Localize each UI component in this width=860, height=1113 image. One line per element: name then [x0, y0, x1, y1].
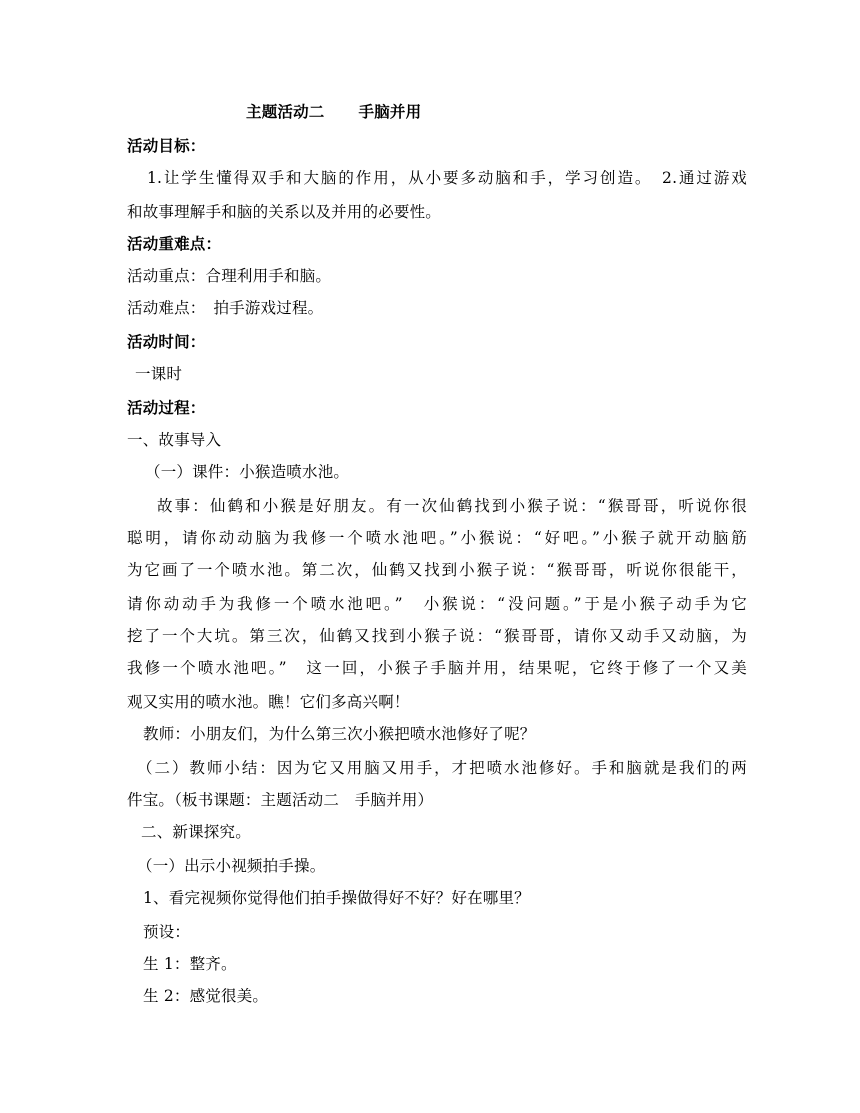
subsection-1: （一）课件：小猴造喷水池。: [145, 463, 350, 481]
key-difficulty-heading: 活动重难点：: [127, 235, 222, 253]
goal-heading: 活动目标：: [127, 137, 206, 155]
teacher-question: 教师：小朋友们，为什么第三次小猴把喷水池修好了呢？: [143, 725, 536, 743]
section-2-heading: 二、新课探究。: [141, 823, 251, 841]
story-line-4: 请你动动手为我修一个喷水池吧。” 小猴说：“没问题。”于是小猴子动手为它: [127, 595, 747, 613]
story-line-2: 聪明，请你动动脑为我修一个喷水池吧。”小猴说：“好吧。”小猴子就开动脑筋: [127, 529, 747, 547]
student-answer-1: 生 1：整齐。: [143, 955, 237, 973]
preset-label: 预设：: [143, 923, 191, 941]
story-line-3: 为它画了一个喷水池。第二次，仙鹤又找到小猴子说：“猴哥哥，听说你很能干，: [127, 561, 747, 579]
section-1-heading: 一、故事导入: [127, 431, 222, 449]
goal-line-2: 和故事理解手和脑的关系以及并用的必要性。: [127, 203, 442, 221]
story-line-5: 挖了一个大坑。第三次，仙鹤又找到小猴子说：“猴哥哥，请你又动手又动脑，为: [127, 627, 747, 645]
process-heading: 活动过程：: [127, 399, 206, 417]
time-heading: 活动时间：: [127, 333, 206, 351]
time-value: 一课时: [135, 365, 183, 383]
summary-line-1: （二）教师小结：因为它又用脑又用手，才把喷水池修好。手和脑就是我们的两: [137, 759, 747, 777]
goal-line-1: 1.让学生懂得双手和大脑的作用，从小要多动脑和手，学习创造。 2.通过游戏: [147, 169, 747, 187]
story-line-1: 故事：仙鹤和小猴是好朋友。有一次仙鹤找到小猴子说：“猴哥哥，听说你很: [157, 497, 747, 515]
subsection-2: （一）出示小视频拍手操。: [137, 857, 326, 875]
title-part-1: 主题活动二: [246, 103, 325, 121]
story-line-7: 观又实用的喷水池。瞧！它们多高兴啊！: [127, 693, 410, 711]
story-line-6: 我修一个喷水池吧。” 这一回，小猴子手脑并用，结果呢，它终于修了一个又美: [127, 659, 747, 677]
difficult-point: 活动难点： 拍手游戏过程。: [127, 299, 324, 317]
question-1: 1、看完视频你觉得他们拍手操做得好不好？好在哪里？: [143, 889, 530, 907]
title-part-2: 手脑并用: [358, 103, 422, 121]
key-point: 活动重点：合理利用手和脑。: [127, 267, 332, 285]
summary-line-2: 件宝。（板书课题：主题活动二 手脑并用）: [127, 791, 434, 809]
document-title: [246, 101, 860, 123]
student-answer-2: 生 2：感觉很美。: [143, 987, 269, 1005]
